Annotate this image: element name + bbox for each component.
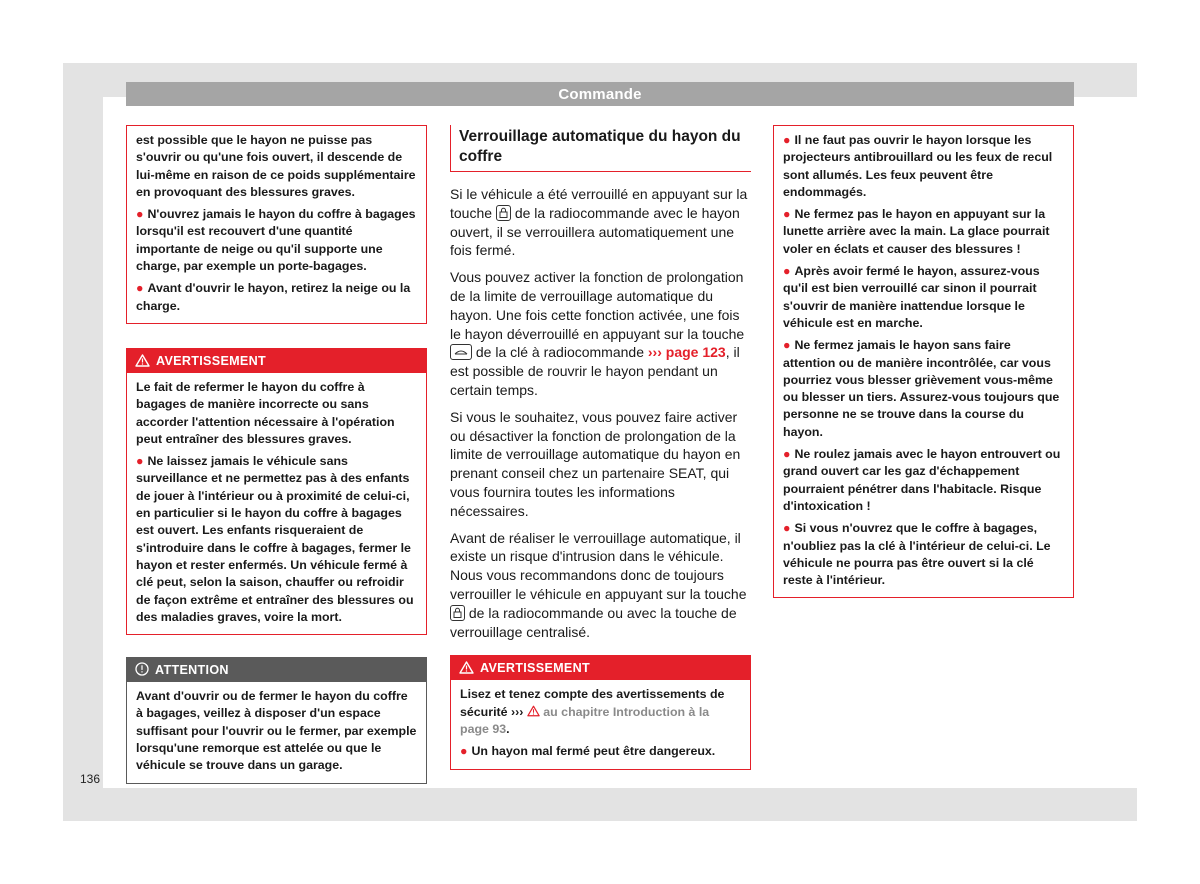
box-bullet-text: Ne fermez jamais le hayon sans faire attention ou de manière incontrôlée, car vous pourriez vous blesser grièvement vous-même ou blesser un tiers. Assurez-vous toujours que personne ne se trouve dans la course du hayon.	[783, 338, 1060, 439]
box-bullet-item	[136, 206, 417, 275]
warning-box	[126, 348, 427, 635]
box-bullet-text: Après avoir fermé le hayon, assurez-vous qu'il est bien verrouillé car sinon il pourrait s'ouvrir de manière inattendue lorsque le véhicule est en marche.	[783, 264, 1040, 330]
box-paragraph: Le fait de refermer le hayon du coffre à bagages de manière incorrecte ou sans accorder l'attention nécessaire à l'opération peut entraîner des blessures graves.	[136, 379, 395, 446]
bullet-icon: ●	[783, 133, 791, 147]
paragraph: Si vous le souhaitez, vous pouvez faire activer ou désactiver la fonction de prolongation de la limite de verrouillage automatique du hayon en prenant conseil chez un partenaire SEAT, qui vous fournira toutes les informations nécessaires.	[450, 408, 741, 519]
box-bullet-text: Ne fermez pas le hayon en appuyant sur la lunette arrière avec la main. La glace pourrait voler en éclats et causer des blessures !	[783, 207, 1050, 256]
section-header: Commande	[126, 82, 1074, 106]
warning-triangle-icon	[527, 705, 540, 717]
column-middle	[450, 125, 751, 770]
lock-key-icon	[496, 205, 511, 221]
attention-title: ATTENTION	[155, 663, 229, 678]
box-paragraph: Avant d'ouvrir ou de fermer le hayon du coffre à bagages, veillez à disposer d'un espace suffisant pour l'ouvrir ou le fermer, par exemple lorsqu'une remorque est attelée ou que le véhicule se trouve dans un garage.	[136, 689, 417, 773]
attention-box	[126, 657, 427, 783]
box-bullet-item	[783, 337, 1064, 441]
chapter-reference-link[interactable]: au chapitre Introduction à la page 93	[460, 704, 710, 736]
bullet-icon: ●	[783, 207, 791, 222]
warning-title: AVERTISSEMENT	[480, 661, 591, 676]
warning-title: AVERTISSEMENT	[156, 353, 267, 368]
box-bullet-text: N'ouvrez jamais le hayon du coffre à bagages lorsqu'il est recouvert d'une quantité importante de neige ou qu'il supporte une charge, par exemple un porte-bagages.	[136, 207, 416, 274]
box-paragraph: est possible que le hayon ne puisse pas s'ouvrir ou qu'une fois ouvert, il descende de lui-même en raison de ce poids supplémentaire en provoquant des blessures graves.	[136, 133, 416, 199]
warning-continuation-box	[126, 125, 427, 324]
bullet-icon: ●	[136, 454, 144, 469]
warning-body	[127, 373, 426, 634]
box-bullet-item	[783, 446, 1064, 515]
box-bullet-item	[783, 520, 1064, 589]
warning-header	[451, 656, 750, 680]
box-bullet-text: Avant d'ouvrir le hayon, retirez la neige ou la charge.	[136, 281, 411, 313]
box-bullet-item	[460, 743, 741, 760]
section-title: Verrouillage automatique du hayon du coffre	[450, 125, 751, 172]
warning-body	[451, 680, 750, 768]
bullet-icon: ●	[136, 207, 144, 222]
warning-continuation-box	[773, 125, 1074, 598]
column-right	[773, 125, 1074, 598]
box-bullet-text: Ne roulez jamais avec le hayon entrouvert ou grand ouvert car les gaz d'échappement pourraient pénétrer dans l'habitacle. Risque d'intoxication !	[783, 447, 1061, 513]
box-paragraph: Lisez et tenez compte des avertissements de sécurité ››› au chapitre Introduction à la page 93.	[460, 687, 725, 736]
column-left	[126, 125, 427, 784]
page-number: 136	[80, 772, 101, 786]
bullet-icon: ●	[783, 338, 791, 353]
warning-triangle-icon	[135, 354, 150, 367]
box-bullet-item	[783, 132, 1064, 201]
warning-box	[450, 655, 751, 769]
warning-triangle-icon	[459, 661, 474, 674]
box-bullet-text: Si vous n'ouvrez que le coffre à bagages, n'oubliez pas la clé à l'intérieur de celui-ci. Le véhicule ne pourra pas être ouvert si la clé reste à l'intérieur.	[783, 521, 1051, 588]
attention-header	[127, 658, 426, 682]
page-reference-link[interactable]: ››› page 123	[647, 344, 726, 361]
bullet-icon: ●	[136, 281, 144, 296]
box-bullet-text: Il ne faut pas ouvrir le hayon lorsque les projecteurs antibrouillard ou les feux de recul sont allumés. Les feux peuvent être endommagés.	[783, 133, 1053, 199]
info-circle-icon	[135, 662, 149, 676]
lock-key-icon	[450, 605, 465, 621]
warning-header	[127, 349, 426, 373]
box-bullet-item	[136, 280, 417, 315]
paragraph: Si le véhicule a été verrouillé en appuyant sur la touche de la radiocommande avec le hayon ouvert, il se verrouillera automatiquement une fois fermé.	[450, 186, 748, 259]
bullet-icon: ●	[460, 744, 468, 759]
bullet-icon: ●	[783, 521, 791, 536]
attention-body	[127, 682, 426, 782]
box-bullet-text: Un hayon mal fermé peut être dangereux.	[471, 744, 716, 759]
box-bullet-item	[136, 453, 417, 626]
bullet-icon: ●	[783, 264, 791, 279]
bullet-icon: ●	[783, 447, 791, 462]
body-text	[450, 185, 751, 641]
paragraph: Vous pouvez activer la fonction de prolongation de la limite de verrouillage automatique du hayon. Une fois cette fonction activée, une fois le hayon déverrouillé en appuyant sur la touche de la clé à radiocommande ››› page 123, il est possible de rouvrir le hayon pendant un certain temps.	[450, 269, 745, 398]
box-bullet-text: Ne laissez jamais le véhicule sans surveillance et ne permettez pas à des enfants de jouer à l'intérieur ou à proximité de celui-ci, en particulier si le hayon du coffre à bagages est ouvert. Les enfants risqueraient de s'introduire dans le coffre à bagages, fermer le hayon et rester enfermés. Un véhicule fermé à clé peut, selon la saison, chauffer ou refroidir de façon extrême et entraîner des blessures ou des maladies graves, voire la mort.	[136, 454, 414, 624]
box-bullet-item	[783, 263, 1064, 332]
paragraph: Avant de réaliser le verrouillage automatique, il existe un risque d'intrusion dans le véhicule. Nous vous recommandons donc de toujours verrouiller le véhicule en appuyant sur la touche de la radiocommande ou avec la touche de verrouillage centralisé.	[450, 529, 747, 640]
tailgate-key-icon	[450, 344, 472, 360]
box-bullet-item	[783, 206, 1064, 258]
